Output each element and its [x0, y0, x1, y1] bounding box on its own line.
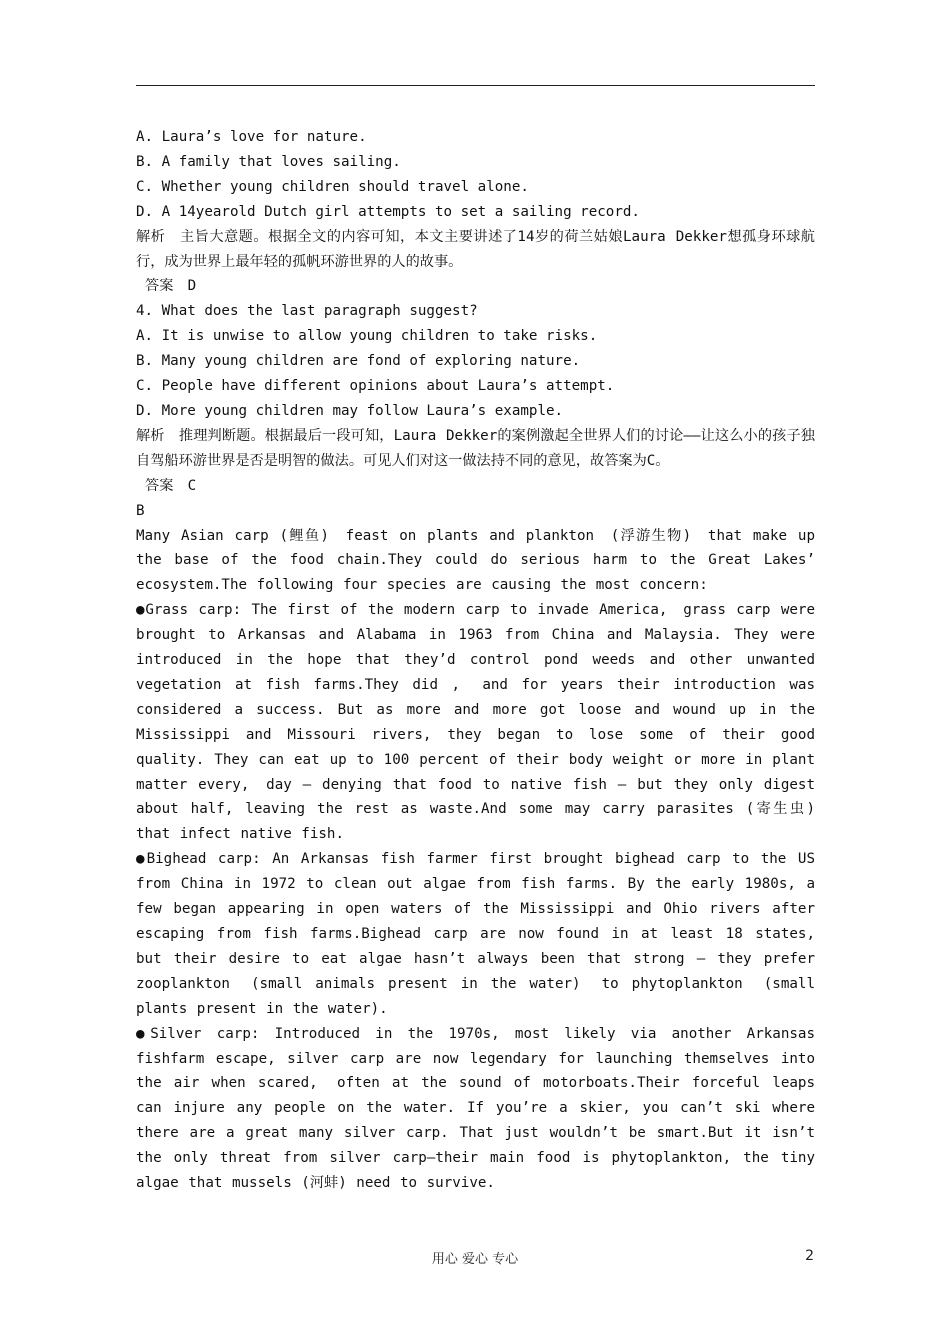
passage-grass-carp: ●Grass carp: The first of the modern carp to invade America, grass carp were brought to Arkansas and Alabama in 1963 from China and Malaysia. They were introduced in the hope that they’d control pond weeds and other unwanted vegetation at fish farms.They did , and for years their introduction was considered a success. But as more and more got loose and wound up in the Mississippi and Missouri rivers, they began to lose some of their good quality. They can eat up to 100 percent of their body weight or more in plant matter every, day — denying that food to native fish — but they only digest about half, leaving the rest as waste.And some may carry parasites (寄生虫) that infect native fish. — [136, 602, 815, 843]
q3-answer: 答案 D — [145, 278, 197, 295]
q3-option-d: D. A 14yearold Dutch girl attempts to set a sailing record. — [136, 203, 640, 220]
q3-option-b: B. A family that loves sailing. — [136, 153, 401, 170]
passage-intro: Many Asian carp (鲤鱼) feast on plants and plankton (浮游生物) that make up the base of the food chain.They could do serious harm to the Great Lakes’ ecosystem.The following four species are causing the most concern: — [136, 527, 815, 594]
page-content — [136, 125, 815, 1196]
footer-text: 用心 爱心 专心 — [431, 1252, 519, 1267]
q4-analysis: 解析 推理判断题。根据最后一段可知，Laura Dekker的案例激起全世界人们的讨论——让这么小的孩子独自驾船环游世界是否是明智的做法。可见人们对这一做法持不同的意见，故答案为C。 — [136, 427, 815, 469]
q4-answer: 答案 C — [145, 477, 197, 494]
q3-option-c: C. Whether young children should travel alone. — [136, 178, 529, 195]
q4-option-d: D. More young children may follow Laura’s example. — [136, 402, 564, 419]
q3-analysis: 解析 主旨大意题。根据全文的内容可知，本文主要讲述了14岁的荷兰姑娘Laura Dekker想孤身环球航行，成为世界上最年轻的孤帆环游世界的人的故事。 — [136, 228, 815, 270]
page-number: 2 — [805, 1248, 814, 1264]
q4-question: 4. What does the last paragraph suggest? — [136, 303, 478, 320]
q4-option-b: B. Many young children are fond of exploring nature. — [136, 353, 581, 370]
header-rule — [136, 85, 815, 86]
passage-silver-carp: ●Silver carp: Introduced in the 1970s, most likely via another Arkansas fishfarm escape, silver carp are now legendary for launching themselves into the air when scared, often at the sound of motorboats.Their forceful leaps can injure any people on the water. If you’re a skier, you can’t ski where there are a great many silver carp. That just wouldn’t be smart.But it isn’t the only threat from silver carp—their main food is phytoplankton, the tiny algae that mussels (河蚌) need to survive. — [136, 1025, 815, 1192]
q3-option-a: A. Laura’s love for nature. — [136, 129, 367, 145]
passage-bighead-carp: ●Bighead carp: An Arkansas fish farmer first brought bighead carp to the US from China in 1972 to clean out algae from fish farms. By the early 1980s, a few began appearing in open waters of the Mississippi and Ohio rivers after escaping from fish farms.Bighead carp are now found in at least 18 states, but their desire to eat algae hasn’t always been that strong — they prefer zooplankton (small animals present in the water) to phytoplankton (small plants present in the water). — [136, 851, 815, 1017]
q4-option-a: A. It is unwise to allow young children to take risks. — [136, 328, 598, 345]
section-label: B — [136, 502, 145, 519]
q4-option-c: C. People have different opinions about Laura’s attempt. — [136, 378, 615, 395]
